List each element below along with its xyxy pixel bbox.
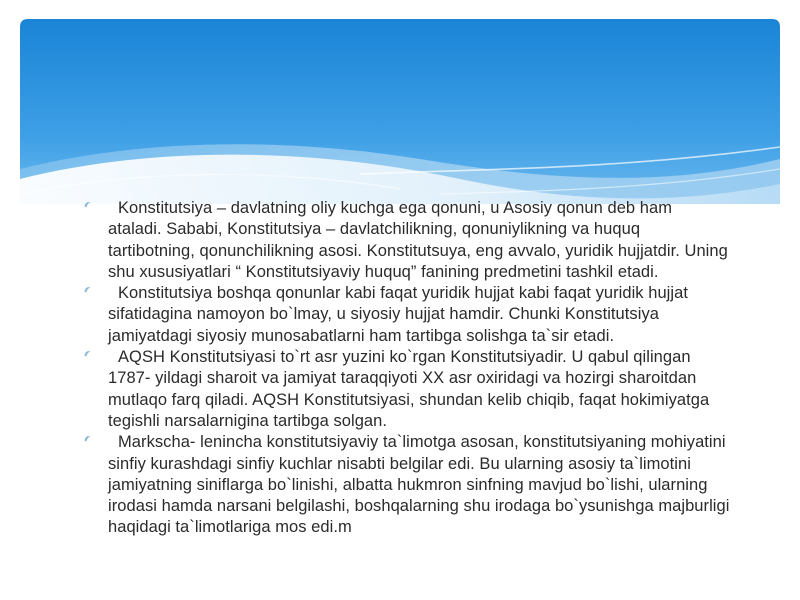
wave-bullet-icon [84, 286, 91, 293]
wave-bullet-icon [84, 435, 91, 442]
bullet-list [80, 198, 730, 539]
paragraph-text: Markscha- lenincha konstitutsiyaviy ta`limotga asosan, konstitutsiyaning mohiyatini sinfiy kurashdagi sinfiy kuchlar nisabti belgilar edi. Bu ularning asosiy ta`limotini jamiyatning siniflarga bo`linishi, albatta hukmron sinfning mavjud bo`lishi, ularning irodasi hamda narsani belgilashi, boshqalarning shu irodaga bo`ysunishga majburligi haqidagi ta`limotlariga mos edi.m [108, 433, 730, 537]
paragraph-text: Konstitutsiya boshqa qonunlar kabi faqat yuridik hujjat kabi faqat yuridik hujjat sifatidagina namoyon bo`lmay, u siyosiy hujjat hamdir. Chunki Konstitutsiya jamiyatdagi siyosiy munosabatlarni ham tartibga solishga ta`sir etadi. [108, 284, 688, 345]
wave-bullet-icon [84, 350, 91, 357]
paragraph-text: AQSH Konstitutsiyasi to`rt asr yuzini ko`rgan Konstitutsiyadir. U qabul qilingan 1787- yildagi sharoit va jamiyat taraqqiyoti XX asr oxiridagi va hozirgi sharoitdan mutlaqo farq qiladi. AQSH Konstitutsiyasi, shundan kelib chiqib, faqat hokimiyatga tegishli narsalarnigina tartibga solgan. [108, 348, 710, 430]
list-item [80, 198, 730, 283]
list-item [80, 347, 730, 432]
wave-bullet-icon [84, 201, 91, 208]
list-item [80, 283, 730, 347]
paragraph-text: Konstitutsiya – davlatning oliy kuchga ega qonuni, u Asosiy qonun deb ham ataladi. Sababi, Konstitutsiya – davlatchilikning, qonuniylikning va huquq tartibotning, qonunchilikning asosi. Konstitutsuya, eng avvalo, yuridik hujjatdir. Uning shu xususiyatlari “ Konstitutsiyaviy huquq” fanining predmetini tashkil etadi. [108, 199, 728, 281]
list-item [80, 432, 730, 538]
